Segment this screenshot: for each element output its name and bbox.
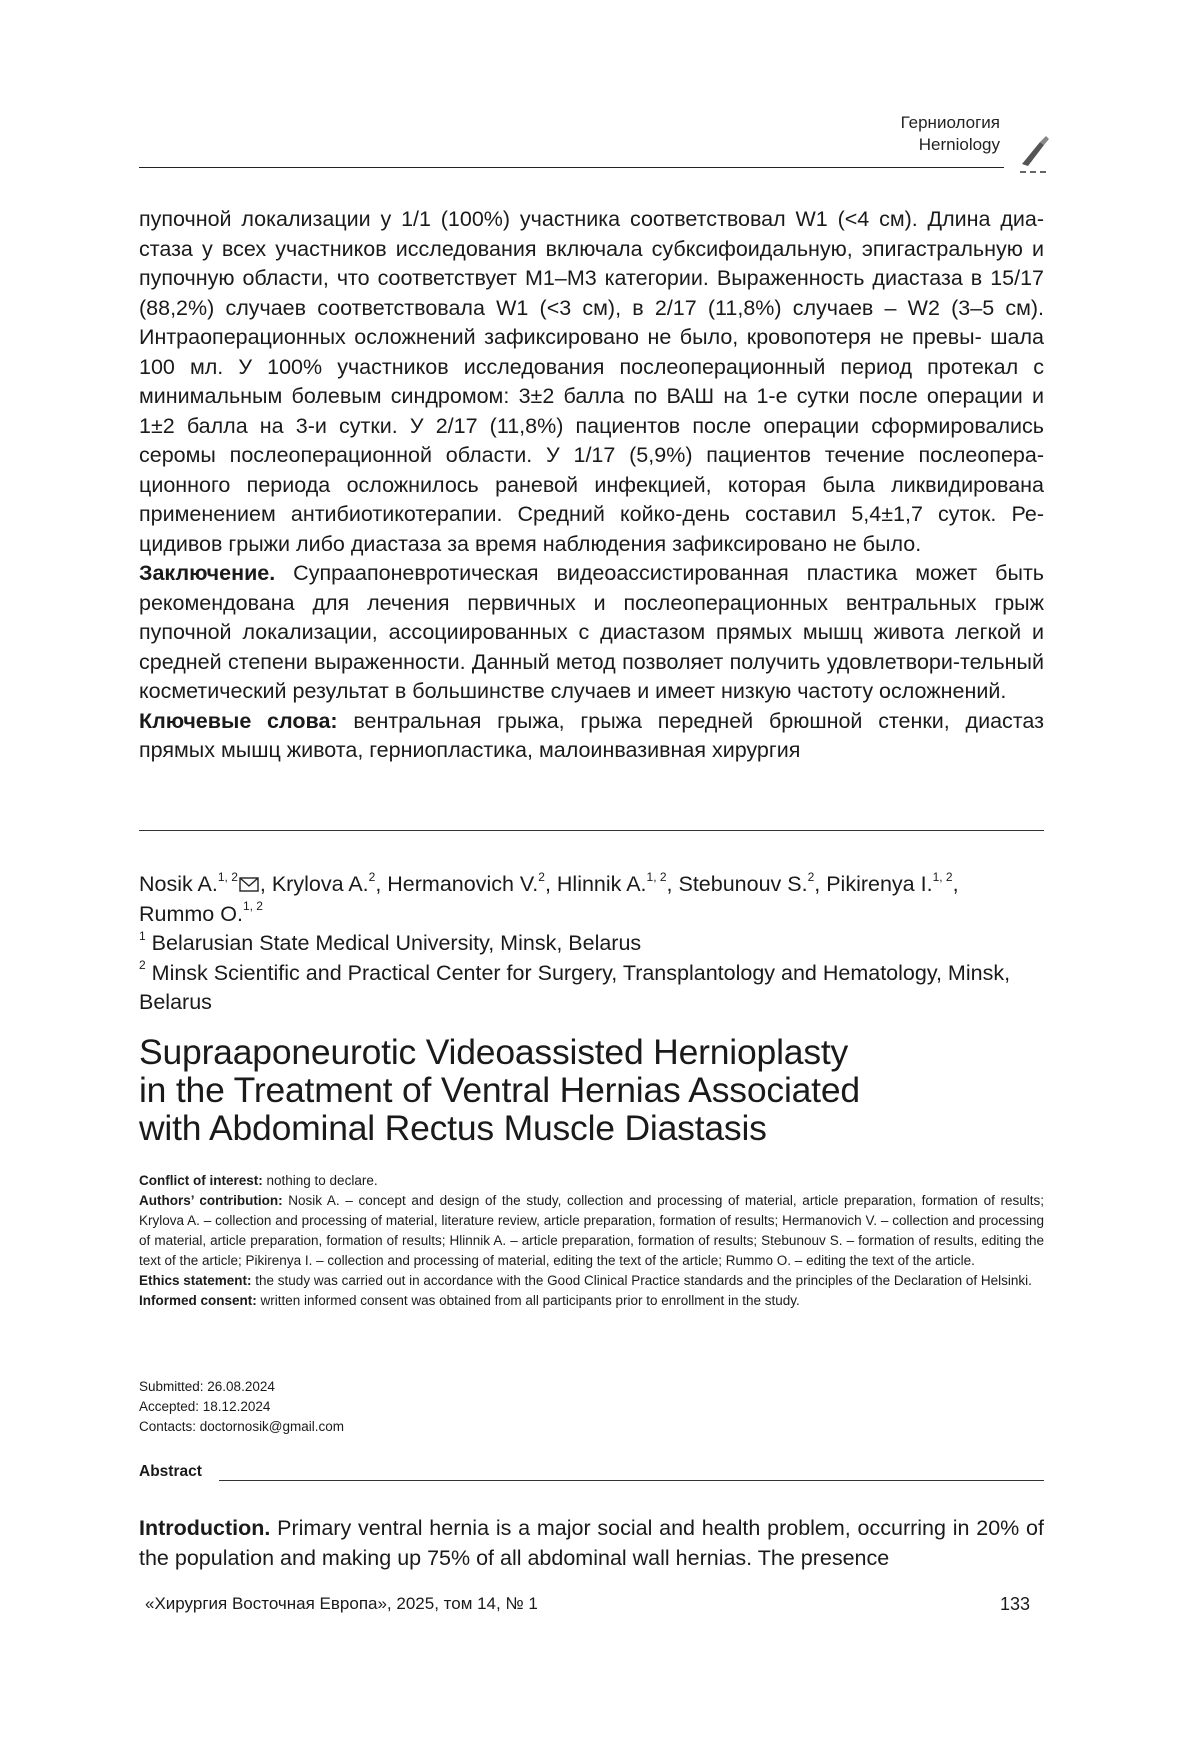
article-title [139, 1033, 1044, 1147]
keywords-text: вентральная грыжа, грыжа передней брюшной стенки, диастаз прямых мышц живота, герниопластика, малоинвазивная хирургия [139, 708, 1044, 762]
conclusion-label: Заключение. [139, 561, 276, 585]
contacts: Contacts: doctornosik@gmail.com [139, 1419, 345, 1434]
russian-abstract [139, 205, 1044, 766]
article-meta [139, 1171, 1044, 1311]
conclusion-paragraph [139, 559, 1044, 707]
author-separator: , [952, 872, 959, 896]
affiliation-sup: 2 [538, 869, 545, 884]
title-line: with Abdominal Rectus Muscle Diastasis [139, 1108, 767, 1148]
keywords-label: Ключевые слова: [139, 708, 338, 733]
abstract-heading [139, 1463, 1044, 1485]
affiliation-1 [139, 929, 1044, 959]
page-number: 133 [1000, 1594, 1031, 1614]
author-name: Rummo O. [139, 901, 243, 926]
journal-citation: «Хирургия Восточная Европа», 2025, том 14, № 1 [145, 1594, 538, 1613]
author-name: , Krylova A. [259, 872, 369, 896]
meta-text: written informed consent was obtained from all participants prior to enrollment in the study. [256, 1293, 800, 1308]
meta-text: the study was carried out in accordance with the Good Clinical Practice standards and the principles of the Declaration of Helsinki. [251, 1273, 1032, 1288]
author-name: , Hlinnik A. [544, 872, 647, 896]
results-paragraph [139, 205, 1044, 559]
affiliation-sup: 2 [368, 869, 376, 884]
results-line: шала 100 мл. У 100% участников исследования послеоперационный период протекал [139, 325, 1044, 379]
results-line: с минимальным болевым синдромом: 3±2 балла по ВАШ на 1-е сутки после операции [139, 354, 1044, 408]
section-name-en: Herniology [918, 135, 1000, 154]
author-name: , Pikirenya I. [814, 872, 933, 896]
introduction-text: Primary ventral hernia is a major social and health problem, occurring in 20% of the population and making up 75% of all abdominal wall hernias. The presence [139, 1516, 1044, 1570]
affiliation-sup: 1, 2 [646, 869, 667, 884]
abstract-rule [219, 1480, 1044, 1481]
author-name: , Stebunouv S. [666, 872, 808, 896]
results-line: ционного периода осложнилось раневой инфекцией, которая была ликвидирована [139, 472, 1044, 497]
submission-dates [139, 1377, 344, 1437]
author-name: , Hermanovich V. [375, 872, 539, 896]
results-line: стаза у всех участников исследования включала субксифоидальную, эпигастральную [139, 236, 1032, 261]
affiliation-text: Belarusian State Medical University, Minsk, Belarus [145, 931, 642, 955]
results-line: серомы послеоперационной области. У 1/17 (5,9%) пациентов течение послеопера- [139, 443, 1044, 467]
results-line: и пупочную области, что соответствует M1–M3 категории. Выраженность диастаза в [139, 236, 1044, 290]
submitted-date: Submitted: 26.08.2024 [139, 1379, 275, 1394]
title-line: Supraaponeurotic Videoassisted Hernioplasty [139, 1032, 849, 1072]
meta-label: Informed consent: [139, 1293, 257, 1308]
affiliation-number: 2 [139, 958, 146, 973]
affiliation-sup: 2 [807, 869, 815, 884]
authors-block [139, 870, 1044, 1018]
results-line: применением антибиотикотерапии. Средний койко-день составил 5,4±1,7 суток. Ре- [139, 502, 1044, 526]
meta-text: Nosik A. – concept and design of the study, collection and processing of material, article preparation, formation of results; Krylova A. – collection and processing of material, literature review, article preparation, formation of results; Hermanovich V. – collection and processing of material, article preparation, formation of results; Hlinnik A. – article preparation, formation of results; Stebunouv S. – formation of results, editing the text of the article; Pikirenya I. – collection and processing of material, editing the text of the article; Rummo O. – editing the text of the article. [139, 1193, 1044, 1268]
accepted-date: Accepted: 18.12.2024 [139, 1399, 271, 1414]
results-line: и 1±2 балла на 3-и сутки. У 2/17 (11,8%) пациентов после операции сформировались [139, 384, 1044, 438]
results-line: Интраоперационных осложнений зафиксировано не было, кровопотеря не превы- [139, 325, 991, 349]
results-line: 15/17 (88,2%) случаев соответствовала W1 (<3 см), в 2/17 (11,8%) случаев – W2 (3–5 см). [139, 266, 1044, 320]
meta-label: Ethics statement: [139, 1273, 252, 1288]
affiliation-number: 1 [139, 928, 146, 943]
results-line: пупочной локализации у 1/1 (100%) участника соответствовал W1 (<4 см). Длина диа- [139, 207, 1044, 231]
introduction-paragraph [139, 1514, 1044, 1573]
introduction-label: Introduction. [139, 1516, 271, 1540]
meta-label: Conflict of interest: [139, 1173, 263, 1188]
title-line: in the Treatment of Ventral Hernias Associated [139, 1070, 860, 1110]
envelope-icon [239, 877, 259, 892]
author-list [139, 870, 1044, 929]
meta-text: nothing to declare. [262, 1173, 378, 1188]
affiliation-2 [139, 959, 1044, 1018]
authors-contribution [139, 1191, 1044, 1271]
affiliation-text: Minsk Scientific and Practical Center for Surgery, Transplantology and Hematology, Minsk, Belarus [139, 960, 1011, 1014]
conclusion-text: Супраапоневротическая видеоассистированная пластика может быть рекомендована для лечения первичных и послеоперационных вентральных грыж пупочной локализации, ассоциированных с диастазом прямых мышц живота легкой и средней степени выраженности. Данный метод позволяет получить удовлетвори-тельный косметический результат в большинстве случаев и имеет низкую частоту осложнений. [139, 561, 1044, 703]
ethics-statement [139, 1271, 1044, 1291]
keywords-paragraph [139, 707, 1044, 766]
conflict-of-interest [139, 1171, 1044, 1191]
affiliation-sup: 1, 2 [932, 869, 953, 884]
header-rule [139, 167, 1004, 168]
meta-label: Authors’ contribution: [139, 1193, 283, 1208]
informed-consent [139, 1291, 1044, 1311]
affiliation-sup: 1, 2 [242, 899, 263, 914]
author-name: Nosik A. [139, 872, 218, 896]
section-separator [139, 830, 1044, 831]
results-line: цидивов грыжи либо диастаза за время наблюдения зафиксировано не было. [139, 531, 922, 556]
abstract-label: Abstract [139, 1463, 202, 1480]
affiliation-sup: 1, 2 [217, 869, 238, 884]
section-name-ru: Герниология [900, 113, 1000, 132]
scalpel-icon [1018, 134, 1052, 174]
running-header [901, 112, 1000, 156]
